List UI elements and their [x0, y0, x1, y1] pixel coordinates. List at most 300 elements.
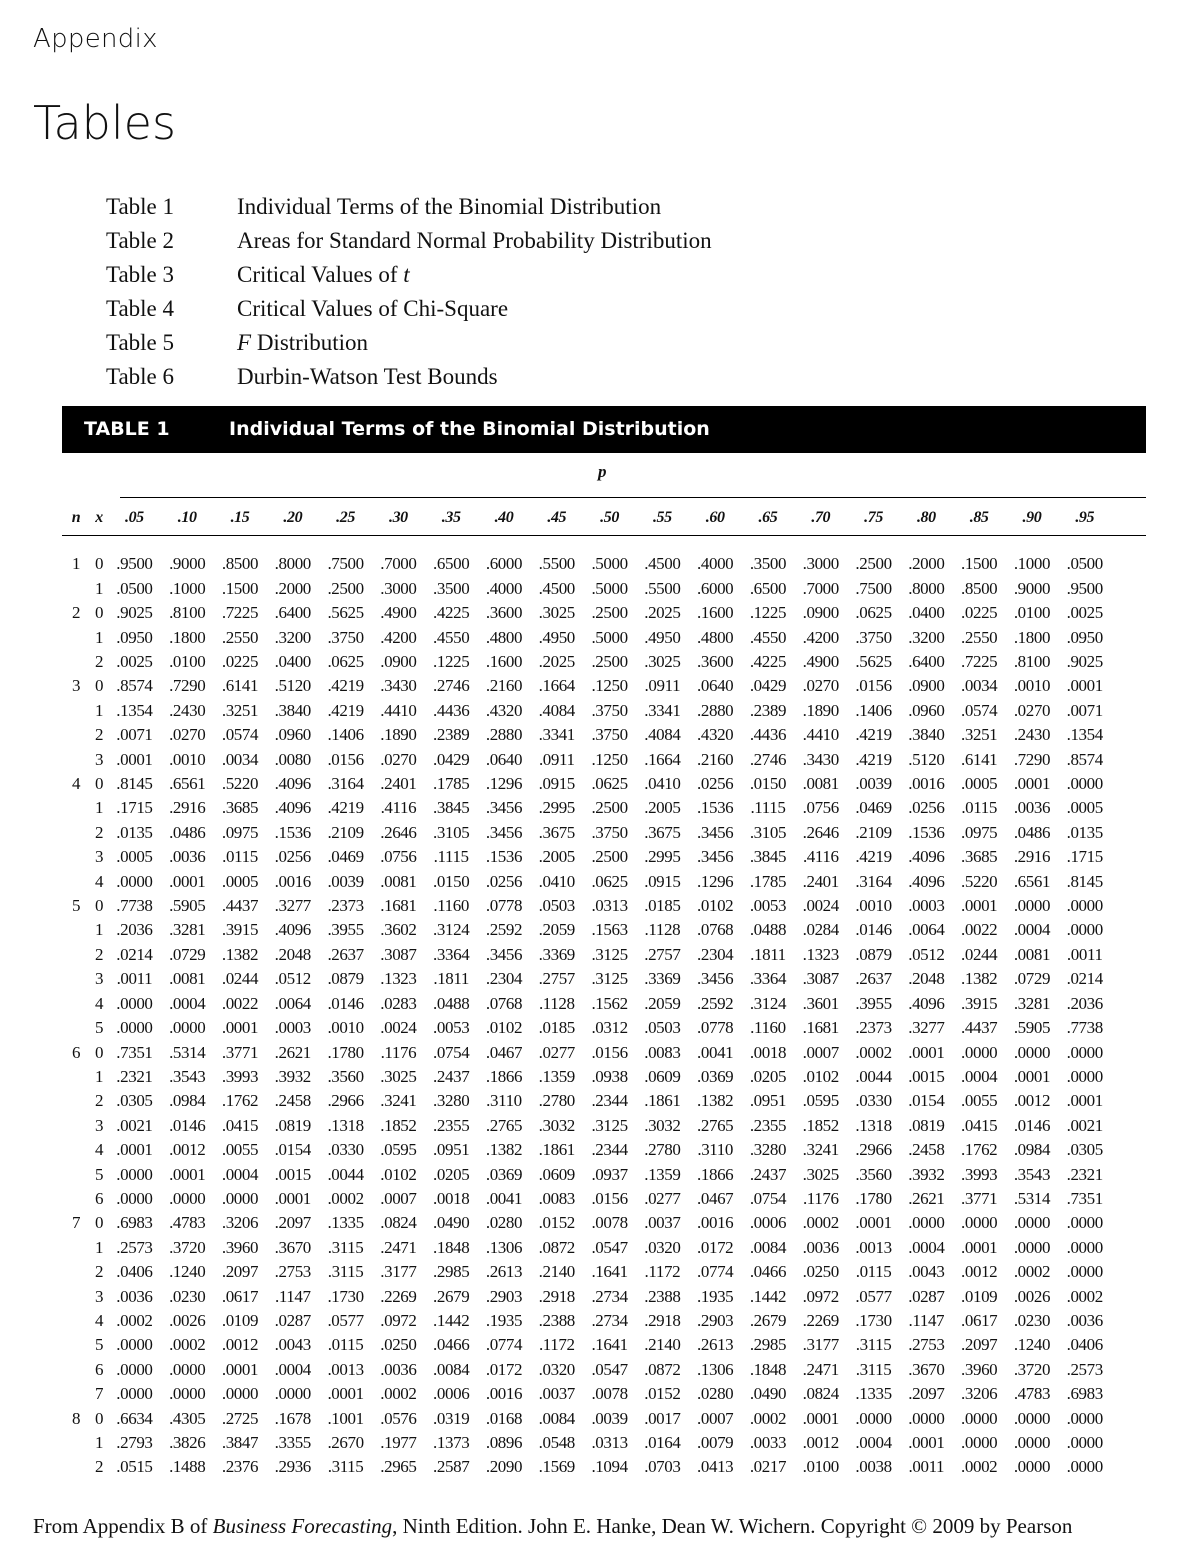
- table-row: [62, 1016, 1111, 1040]
- probability-cell: .6561: [1013, 871, 1051, 891]
- probability-cell: .6561: [169, 774, 206, 794]
- probability-cell: .0000: [169, 1359, 206, 1379]
- probability-cell: .3364: [433, 944, 470, 964]
- probability-cell: .2550: [221, 627, 259, 647]
- probability-cell: .4783: [169, 1213, 206, 1233]
- probability-cell: .2765: [485, 1115, 523, 1135]
- p-column-header: .50: [600, 509, 619, 526]
- x-cell: 4: [94, 1140, 104, 1160]
- x-cell: 4: [94, 993, 104, 1013]
- probability-cell: .6500: [433, 554, 470, 574]
- probability-cell: .0172: [697, 1237, 734, 1257]
- probability-cell: .1785: [749, 871, 787, 891]
- probability-cell: .1382: [485, 1140, 523, 1160]
- probability-cell: .0154: [908, 1091, 945, 1111]
- toc-item-title-italic: F: [237, 330, 252, 355]
- probability-cell: .3500: [433, 578, 470, 598]
- probability-cell: .2916: [169, 798, 206, 818]
- probability-cell: .0256: [485, 871, 523, 891]
- probability-cell: .2936: [274, 1457, 311, 1477]
- probability-cell: .0034: [221, 749, 259, 769]
- n-cell: [62, 1309, 90, 1333]
- probability-cell: .0150: [749, 774, 787, 794]
- probability-cell: .0225: [961, 603, 998, 623]
- probability-cell: .3206: [961, 1384, 998, 1404]
- probability-cell: .0005: [221, 871, 259, 891]
- probability-cell: .0081: [169, 969, 206, 989]
- probability-cell: .0013: [327, 1359, 364, 1379]
- probability-cell: .0011: [116, 969, 153, 989]
- probability-cell: .4783: [1013, 1384, 1051, 1404]
- probability-cell: .0486: [1013, 822, 1051, 842]
- n-cell: 5: [71, 896, 81, 916]
- probability-cell: .1335: [855, 1384, 892, 1404]
- probability-cell: .2734: [591, 1286, 628, 1306]
- probability-cell: .4000: [697, 554, 734, 574]
- probability-cell: .2966: [855, 1140, 892, 1160]
- probability-cell: .2646: [802, 822, 839, 842]
- probability-cell: .0547: [591, 1359, 628, 1379]
- x-cell: 5: [94, 1335, 104, 1355]
- probability-cell: .1442: [749, 1286, 787, 1306]
- table-of-contents: [106, 193, 712, 397]
- probability-cell: .0001: [169, 871, 206, 891]
- x-cell: 0: [94, 1408, 104, 1428]
- probability-cell: .3281: [1013, 993, 1051, 1013]
- probability-cell: .0277: [644, 1188, 681, 1208]
- probability-cell: .0280: [697, 1384, 734, 1404]
- probability-cell: .3355: [274, 1433, 311, 1453]
- probability-cell: .5120: [274, 676, 311, 696]
- probability-cell: .1147: [274, 1286, 311, 1306]
- probability-cell: .0135: [116, 822, 153, 842]
- table-row: [62, 943, 1111, 967]
- probability-cell: .0000: [1066, 1042, 1103, 1062]
- probability-cell: .0081: [380, 871, 417, 891]
- probability-cell: .0951: [749, 1091, 787, 1111]
- probability-cell: .1335: [327, 1213, 364, 1233]
- probability-cell: .0055: [221, 1140, 259, 1160]
- probability-cell: .3177: [380, 1262, 417, 1282]
- probability-cell: .0410: [644, 774, 681, 794]
- n-cell: [62, 845, 90, 869]
- probability-cell: .0002: [380, 1384, 417, 1404]
- probability-cell: .4900: [802, 652, 839, 672]
- probability-cell: .2304: [485, 969, 523, 989]
- probability-cell: .0270: [802, 676, 839, 696]
- probability-cell: .1848: [749, 1359, 787, 1379]
- probability-cell: .7738: [116, 896, 153, 916]
- probability-cell: .1935: [485, 1310, 523, 1330]
- probability-cell: .2471: [802, 1359, 839, 1379]
- table-row: [62, 1236, 1111, 1260]
- probability-cell: .5000: [591, 554, 628, 574]
- probability-cell: .2500: [591, 603, 628, 623]
- probability-cell: .8100: [169, 603, 206, 623]
- probability-cell: .2918: [644, 1310, 681, 1330]
- probability-cell: .1890: [380, 725, 417, 745]
- probability-cell: .0400: [274, 652, 311, 672]
- toc-item-title-text: Distribution: [251, 330, 368, 355]
- probability-cell: .0960: [908, 700, 945, 720]
- probability-cell: .0000: [1066, 1262, 1103, 1282]
- n-cell: [62, 650, 90, 674]
- probability-cell: .1664: [538, 676, 575, 696]
- probability-cell: .0000: [961, 1408, 998, 1428]
- probability-cell: .1935: [697, 1286, 734, 1306]
- p-column-header: .80: [916, 509, 936, 526]
- probability-cell: .0911: [538, 749, 575, 769]
- probability-cell: .1681: [802, 1018, 839, 1038]
- probability-cell: .0001: [116, 1140, 153, 1160]
- x-cell: 0: [94, 774, 104, 794]
- probability-cell: .0021: [116, 1115, 153, 1135]
- table-row: [62, 1285, 1111, 1309]
- probability-cell: .2966: [327, 1091, 364, 1111]
- probability-cell: .0250: [380, 1335, 417, 1355]
- probability-cell: .0036: [380, 1359, 417, 1379]
- probability-cell: .0975: [221, 822, 259, 842]
- probability-cell: .4410: [380, 700, 417, 720]
- probability-cell: .3341: [644, 700, 681, 720]
- probability-cell: .0083: [644, 1042, 681, 1062]
- probability-cell: .0002: [1066, 1286, 1103, 1306]
- probability-cell: .4096: [908, 993, 945, 1013]
- probability-cell: .3456: [697, 969, 734, 989]
- table-row: [62, 796, 1111, 820]
- probability-cell: .0036: [1066, 1310, 1103, 1330]
- page-title: Tables: [33, 96, 176, 150]
- probability-cell: .0016: [908, 774, 945, 794]
- p-column-header: .10: [177, 509, 197, 526]
- probability-cell: .3200: [274, 627, 311, 647]
- probability-cell: .1240: [1013, 1335, 1051, 1355]
- toc-item-title: [237, 330, 368, 355]
- probability-cell: .2500: [855, 554, 892, 574]
- toc-item-title: Areas for Standard Normal Probability Distribution: [237, 228, 712, 253]
- n-cell: [62, 1260, 90, 1284]
- probability-cell: .3125: [591, 1115, 628, 1135]
- probability-cell: .2903: [697, 1310, 734, 1330]
- probability-cell: .3025: [644, 652, 681, 672]
- probability-cell: .0156: [327, 749, 364, 769]
- probability-cell: .0950: [116, 627, 153, 647]
- toc-item-title: Individual Terms of the Binomial Distribution: [237, 194, 662, 219]
- probability-cell: .0768: [697, 920, 734, 940]
- probability-cell: .3840: [274, 700, 311, 720]
- probability-cell: .8100: [1013, 652, 1051, 672]
- probability-cell: .1811: [433, 969, 469, 989]
- probability-cell: .1852: [802, 1115, 839, 1135]
- probability-cell: .4096: [908, 847, 945, 867]
- spacer-cell: [62, 528, 1111, 552]
- probability-cell: .0413: [697, 1457, 734, 1477]
- table-row: [62, 723, 1111, 747]
- probability-cell: .4084: [538, 700, 575, 720]
- probability-cell: .0000: [1013, 1408, 1051, 1428]
- probability-cell: .0043: [908, 1262, 945, 1282]
- x-cell: 3: [94, 749, 104, 769]
- probability-cell: .3115: [855, 1359, 892, 1379]
- probability-cell: .0577: [327, 1310, 364, 1330]
- probability-cell: .3845: [433, 798, 470, 818]
- probability-cell: .3500: [749, 554, 787, 574]
- n-cell: [62, 1187, 90, 1211]
- probability-cell: .8574: [1066, 749, 1103, 769]
- probability-cell: .3840: [908, 725, 945, 745]
- probability-cell: .0034: [961, 676, 998, 696]
- n-cell: [62, 748, 90, 772]
- probability-cell: .0270: [380, 749, 417, 769]
- probability-cell: .3177: [802, 1335, 839, 1355]
- probability-cell: .0000: [908, 1213, 945, 1233]
- probability-cell: .0625: [855, 603, 892, 623]
- x-cell: 2: [94, 944, 104, 964]
- probability-cell: .0500: [1066, 554, 1103, 574]
- probability-cell: .0000: [169, 1018, 206, 1038]
- probability-cell: .0015: [274, 1164, 311, 1184]
- probability-cell: .0819: [274, 1115, 311, 1135]
- p-column-header: .40: [494, 509, 514, 526]
- probability-cell: .0000: [1066, 896, 1103, 916]
- x-cell: 6: [94, 1359, 104, 1379]
- probability-cell: .8500: [961, 578, 998, 598]
- probability-cell: .2725: [221, 1408, 259, 1428]
- probability-cell: .7290: [1013, 749, 1051, 769]
- probability-cell: .1318: [327, 1115, 364, 1135]
- probability-cell: .0778: [485, 896, 523, 916]
- probability-cell: .0205: [749, 1066, 787, 1086]
- probability-cell: .0000: [116, 1335, 153, 1355]
- probability-cell: .1296: [697, 871, 734, 891]
- probability-cell: .0225: [221, 652, 259, 672]
- probability-cell: .0154: [274, 1140, 311, 1160]
- n-cell: [62, 723, 90, 747]
- probability-cell: .2160: [697, 749, 734, 769]
- probability-cell: .1800: [169, 627, 206, 647]
- probability-cell: .0055: [961, 1091, 998, 1111]
- probability-cell: .2916: [1013, 847, 1051, 867]
- probability-cell: .0164: [644, 1433, 681, 1453]
- probability-cell: .1536: [485, 847, 523, 867]
- probability-cell: .0000: [1013, 1213, 1051, 1233]
- probability-cell: .0000: [116, 1384, 153, 1404]
- probability-cell: .0467: [485, 1042, 523, 1062]
- probability-cell: .0512: [274, 969, 311, 989]
- probability-cell: .0044: [327, 1164, 364, 1184]
- probability-cell: .1406: [327, 725, 364, 745]
- probability-cell: .2995: [644, 847, 681, 867]
- probability-cell: .0000: [961, 1042, 998, 1062]
- probability-cell: .2965: [380, 1457, 417, 1477]
- probability-cell: .0002: [855, 1042, 892, 1062]
- probability-cell: .4550: [749, 627, 787, 647]
- probability-cell: .1715: [1066, 847, 1103, 867]
- probability-cell: .0100: [802, 1457, 839, 1477]
- probability-cell: .5220: [221, 774, 259, 794]
- probability-cell: .2097: [274, 1213, 311, 1233]
- probability-cell: .0754: [749, 1188, 787, 1208]
- appendix-label: Appendix: [33, 24, 158, 54]
- probability-cell: .1354: [1066, 725, 1103, 745]
- table-row: [62, 1382, 1111, 1406]
- probability-cell: .7351: [116, 1042, 153, 1062]
- probability-cell: .9025: [1066, 652, 1103, 672]
- x-cell: 1: [94, 627, 104, 647]
- probability-cell: .3826: [169, 1433, 206, 1453]
- probability-cell: .0000: [116, 1018, 153, 1038]
- probability-cell: .2005: [644, 798, 681, 818]
- probability-cell: .1000: [1013, 554, 1051, 574]
- probability-cell: .1977: [380, 1433, 417, 1453]
- table-row: [62, 650, 1111, 674]
- probability-cell: .0951: [433, 1140, 470, 1160]
- probability-cell: .2059: [644, 993, 681, 1013]
- toc-item-label: Table 3: [106, 262, 175, 287]
- probability-cell: .3000: [802, 554, 839, 574]
- probability-cell: .0100: [1013, 603, 1051, 623]
- probability-cell: .2573: [116, 1237, 153, 1257]
- probability-cell: .1160: [433, 896, 469, 916]
- probability-cell: .4116: [380, 798, 417, 818]
- p-column-header: .35: [441, 509, 461, 526]
- n-cell: [62, 577, 90, 601]
- probability-cell: .0205: [433, 1164, 470, 1184]
- n-cell: [62, 1285, 90, 1309]
- table-row: [62, 552, 1111, 576]
- probability-cell: .2679: [749, 1310, 787, 1330]
- probability-cell: .0000: [1013, 1457, 1051, 1477]
- probability-cell: .6400: [274, 603, 311, 623]
- probability-cell: .7738: [1066, 1018, 1103, 1038]
- table-row: [62, 1138, 1111, 1162]
- probability-cell: .0000: [1013, 1433, 1051, 1453]
- n-cell: [62, 626, 90, 650]
- probability-cell: .0084: [433, 1359, 470, 1379]
- probability-cell: .6983: [1066, 1384, 1103, 1404]
- probability-cell: .3750: [855, 627, 892, 647]
- probability-cell: .2269: [380, 1286, 417, 1306]
- probability-cell: .2048: [274, 944, 311, 964]
- probability-cell: .2746: [433, 676, 470, 696]
- x-cell: 3: [94, 1286, 104, 1306]
- probability-cell: .0305: [1066, 1140, 1103, 1160]
- probability-cell: .1730: [855, 1310, 892, 1330]
- probability-cell: .0609: [538, 1164, 575, 1184]
- probability-cell: .4320: [485, 700, 523, 720]
- probability-cell: .2458: [274, 1091, 311, 1111]
- probability-cell: .0000: [1066, 1408, 1103, 1428]
- n-cell: 7: [71, 1213, 81, 1233]
- probability-cell: .4116: [802, 847, 839, 867]
- probability-cell: .0011: [908, 1457, 945, 1477]
- probability-cell: .3369: [644, 969, 681, 989]
- probability-cell: .0406: [116, 1262, 153, 1282]
- probability-cell: .0002: [749, 1408, 787, 1428]
- probability-cell: .0000: [169, 1384, 206, 1404]
- probability-cell: .0283: [380, 993, 417, 1013]
- probability-cell: .0000: [1066, 1457, 1103, 1477]
- probability-cell: .2637: [855, 969, 892, 989]
- probability-cell: .3602: [380, 920, 417, 940]
- probability-cell: .6141: [221, 676, 259, 696]
- probability-cell: .0036: [169, 847, 206, 867]
- probability-cell: .9000: [1013, 578, 1051, 598]
- probability-cell: .4096: [274, 920, 311, 940]
- probability-cell: .0000: [1013, 1237, 1051, 1257]
- table-banner: [62, 406, 1146, 453]
- probability-cell: .0256: [274, 847, 311, 867]
- probability-cell: .6983: [116, 1213, 153, 1233]
- x-cell: 2: [94, 1457, 104, 1477]
- probability-cell: .4950: [644, 627, 681, 647]
- probability-cell: .3675: [644, 822, 681, 842]
- probability-cell: .1382: [221, 944, 259, 964]
- probability-cell: .1250: [591, 676, 628, 696]
- probability-cell: .3675: [538, 822, 575, 842]
- probability-cell: .0001: [327, 1384, 364, 1404]
- probability-cell: .0617: [221, 1286, 259, 1306]
- probability-cell: .3281: [169, 920, 206, 940]
- probability-cell: .0466: [749, 1262, 787, 1282]
- probability-cell: .9500: [116, 554, 153, 574]
- probability-cell: .2048: [908, 969, 945, 989]
- probability-cell: .4219: [855, 749, 892, 769]
- probability-cell: .0000: [221, 1188, 259, 1208]
- probability-cell: .0500: [116, 578, 153, 598]
- probability-cell: .0515: [116, 1457, 153, 1477]
- probability-cell: .0911: [644, 676, 681, 696]
- probability-cell: .4320: [697, 725, 734, 745]
- table-body: [62, 528, 1111, 1480]
- x-cell: 0: [94, 603, 104, 623]
- x-cell: 6: [94, 1188, 104, 1208]
- probability-cell: .0003: [908, 896, 945, 916]
- probability-cell: .6000: [697, 578, 734, 598]
- probability-cell: .7225: [961, 652, 998, 672]
- probability-cell: .0001: [961, 896, 998, 916]
- probability-cell: .2500: [591, 847, 628, 867]
- probability-cell: .3115: [327, 1262, 364, 1282]
- probability-cell: .0960: [274, 725, 311, 745]
- n-cell: [62, 821, 90, 845]
- probability-cell: .2918: [538, 1286, 575, 1306]
- probability-cell: .2753: [908, 1335, 945, 1355]
- probability-cell: .0012: [169, 1140, 206, 1160]
- probability-cell: .0039: [327, 871, 364, 891]
- probability-cell: .0185: [644, 896, 681, 916]
- probability-cell: .5314: [1013, 1188, 1051, 1208]
- toc-item-title-italic: t: [403, 262, 410, 287]
- probability-cell: .1225: [749, 603, 787, 623]
- p-column-header: .95: [1075, 509, 1095, 526]
- probability-cell: .3955: [855, 993, 892, 1013]
- probability-cell: .0010: [1013, 676, 1051, 696]
- probability-cell: .0000: [1066, 1237, 1103, 1257]
- probability-cell: .1785: [433, 774, 470, 794]
- probability-cell: .3685: [221, 798, 259, 818]
- x-cell: 1: [94, 578, 104, 598]
- probability-cell: .3600: [485, 603, 523, 623]
- probability-cell: .0039: [591, 1408, 628, 1428]
- probability-cell: .1641: [591, 1335, 628, 1355]
- probability-cell: .0005: [116, 847, 153, 867]
- p-column-header: .25: [336, 509, 355, 526]
- probability-cell: .1323: [380, 969, 417, 989]
- probability-cell: .2587: [433, 1457, 470, 1477]
- p-column-header: .05: [124, 509, 144, 526]
- probability-cell: .0778: [697, 1018, 734, 1038]
